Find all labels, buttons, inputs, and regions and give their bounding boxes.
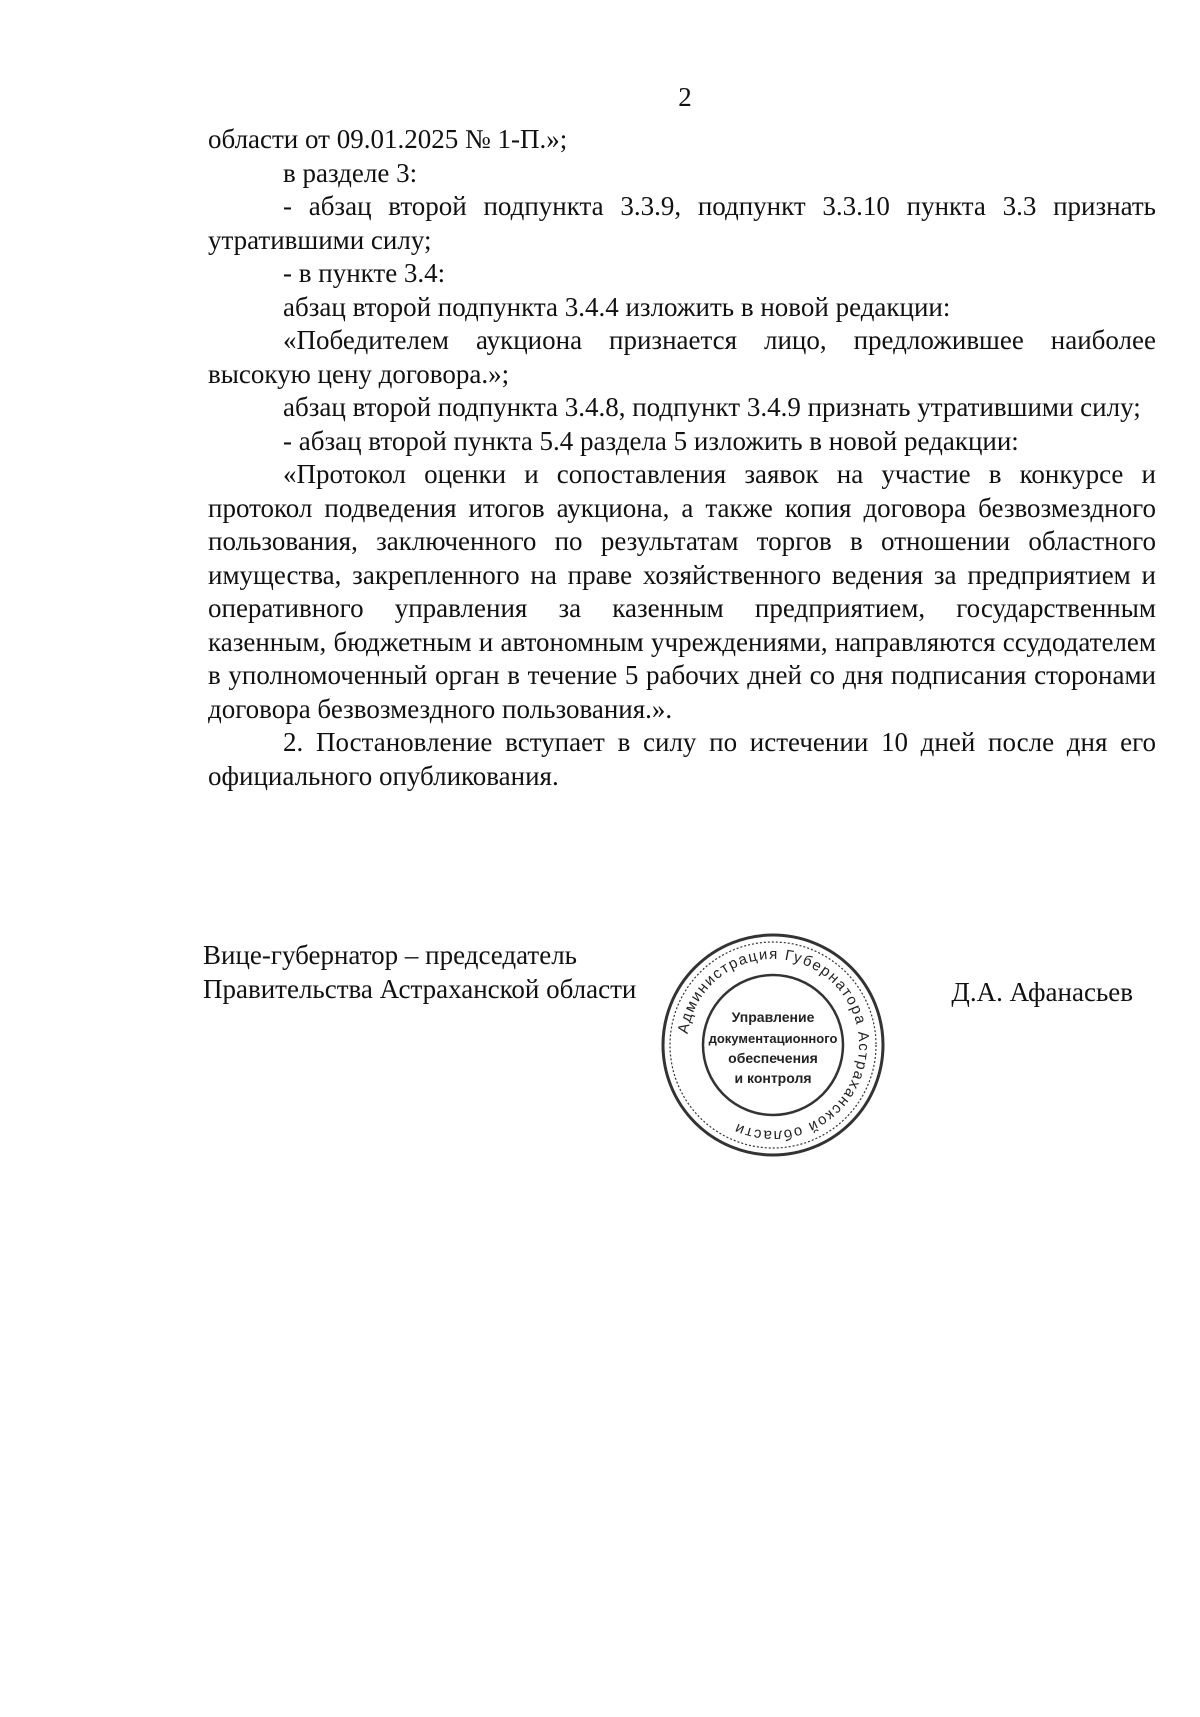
paragraph: - абзац второй пункта 5.4 раздела 5 изложить в новой редакции:: [283, 425, 1019, 456]
paragraph: области от 09.01.2025 № 1-П.»;: [208, 124, 568, 154]
page-number: 2: [678, 82, 692, 112]
document-body: [208, 123, 1156, 793]
seal-center-text: и контроля: [734, 1070, 812, 1086]
signature-block: [203, 938, 1163, 1178]
official-seal: [658, 930, 888, 1160]
seal-center-text: Управление: [731, 1009, 815, 1025]
paragraph: «Победителем аукциона признается лицо, предложившее наиболее высокую цену договора.»;: [208, 325, 1156, 389]
paragraph: - абзац второй подпункта 3.3.9, подпункт 3.3.10 пункта 3.3 признать утратившими силу;: [208, 191, 1156, 255]
paragraph: 2. Постановление вступает в силу по истечении 10 дней после дня его официального опубликования.: [208, 727, 1156, 791]
signatory-title-line: Вице-губернатор – председатель: [203, 940, 577, 970]
signatory-title: [203, 938, 636, 1006]
paragraph: в разделе 3:: [283, 157, 418, 188]
seal-center-text: обеспечения: [728, 1050, 818, 1066]
paragraph: абзац второй подпункта 3.4.4 изложить в новой редакции:: [283, 291, 951, 322]
paragraph: «Протокол оценки и сопоставления заявок на участие в конкурсе и протокол подведения итогов аукциона, а также копия договора безвозмездного пользования, заключенного по результатам торгов в отношении областного имущества, закрепленного на праве хозяйственного ведения за предприятием и оперативного управления за казенным предприятием, государственным казенным, бюджетным и автономным учреждениями, направляются ссудодателем в уполномоченный орган в течение 5 рабочих дней со дня подписания сторонами договора безвозмездного пользования.».: [208, 459, 1156, 724]
signatory-name: Д.А. Афанасьев: [951, 977, 1133, 1007]
paragraph: абзац второй подпункта 3.4.8, подпункт 3.4.9 признать утратившими силу;: [283, 392, 1141, 422]
seal-ring-text: Администрация Губернатора Астраханской области: [674, 945, 873, 1145]
seal-center-text: документационного: [708, 1031, 838, 1046]
signatory-title-line: Правительства Астраханской области: [203, 974, 637, 1004]
paragraph: - в пункте 3.4:: [283, 258, 446, 288]
